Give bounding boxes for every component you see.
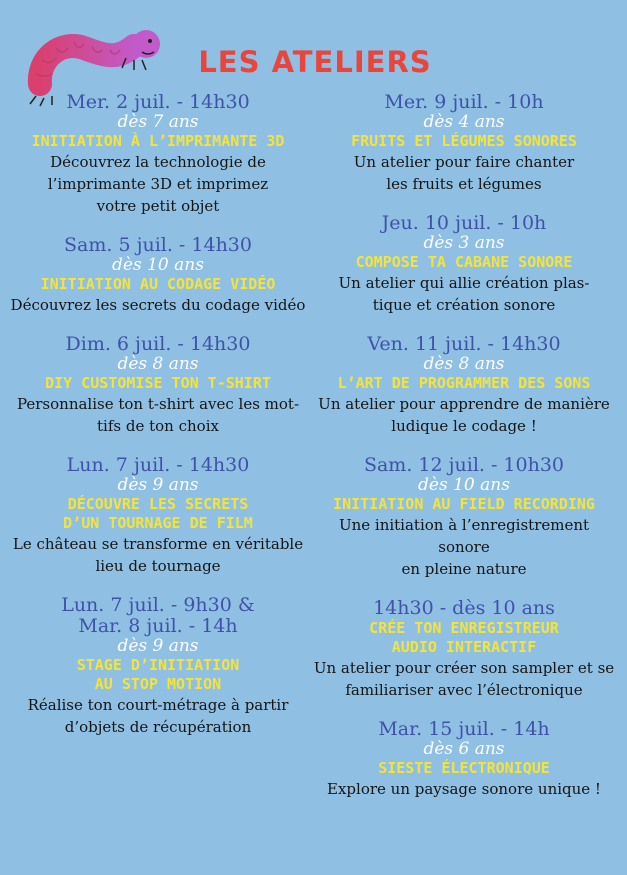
workshop-date: Mar. 15 juil. - 14h xyxy=(378,718,550,740)
workshop-item xyxy=(312,334,616,437)
workshop-description: Un atelier pour créer son sampler et se familiariser avec l’électronique xyxy=(313,659,615,699)
workshop-name: INITIATION AU FIELD RECORDING xyxy=(333,495,595,513)
left-column xyxy=(8,92,308,756)
workshop-description: Réalise ton court-métrage à partir d’objets de récupération xyxy=(27,696,289,736)
workshop-item xyxy=(312,719,616,800)
workshop-item xyxy=(312,213,616,316)
workshop-age: dès 9 ans xyxy=(117,475,199,495)
workshop-name: INITIATION À L’IMPRIMANTE 3D xyxy=(31,132,285,150)
workshop-name: SIESTE ÉLECTRONIQUE xyxy=(378,759,550,777)
workshop-date: Lun. 7 juil. - 14h30 xyxy=(66,454,250,476)
workshop-age: dès 8 ans xyxy=(423,354,505,374)
workshop-date: Sam. 5 juil. - 14h30 xyxy=(64,234,252,256)
workshop-age: dès 9 ans xyxy=(117,636,199,656)
workshop-item xyxy=(8,455,308,577)
workshop-date: Lun. 7 juil. - 9h30 & Mar. 8 juil. - 14h xyxy=(61,594,255,637)
workshop-name: INITIATION AU CODAGE VIDÉO xyxy=(40,275,276,293)
workshop-name: STAGE D’INITIATION AU STOP MOTION xyxy=(76,656,240,693)
workshop-item xyxy=(312,92,616,195)
workshop-description: Un atelier pour apprendre de manière ludique le codage ! xyxy=(318,395,610,435)
workshop-name: L’ART DE PROGRAMMER DES SONS xyxy=(337,374,591,392)
workshop-name: COMPOSE TA CABANE SONORE xyxy=(355,253,573,271)
workshop-date: Dim. 6 juil. - 14h30 xyxy=(65,333,251,355)
workshop-age: dès 4 ans xyxy=(423,112,505,132)
workshop-date: Sam. 12 juil. - 10h30 xyxy=(363,454,565,476)
workshop-age: dès 3 ans xyxy=(423,233,505,253)
workshop-item xyxy=(8,92,308,217)
workshop-date: 14h30 - dès 10 ans xyxy=(373,597,555,619)
workshop-description: Personnalise ton t-shirt avec les mot- tifs de ton choix xyxy=(16,395,300,435)
workshop-item xyxy=(8,334,308,437)
workshop-item xyxy=(312,455,616,580)
workshop-date: Mer. 9 juil. - 10h xyxy=(384,91,544,113)
workshop-age: dès 8 ans xyxy=(117,354,199,374)
page-title: LES ATELIERS xyxy=(198,45,432,79)
workshop-name: CRÉE TON ENREGISTREUR AUDIO INTERACTIF xyxy=(369,619,559,656)
workshop-description: Découvrez la technologie de l’imprimante 3D et imprimez votre petit objet xyxy=(47,153,269,215)
workshop-item xyxy=(312,598,616,701)
workshop-description: Un atelier qui allie création plas- tique et création sonore xyxy=(338,274,590,314)
workshop-description: Découvrez les secrets du codage vidéo xyxy=(10,296,306,314)
workshop-date: Ven. 11 juil. - 14h30 xyxy=(367,333,561,355)
right-column xyxy=(312,92,616,818)
workshop-description: Le château se transforme en véritable lieu de tournage xyxy=(12,535,304,575)
workshop-age: dès 6 ans xyxy=(423,739,505,759)
workshop-age: dès 10 ans xyxy=(418,475,510,495)
workshop-date: Mer. 2 juil. - 14h30 xyxy=(66,91,250,113)
workshop-name: FRUITS ET LÉGUMES SONORES xyxy=(351,132,577,150)
workshop-item xyxy=(8,235,308,316)
workshop-age: dès 7 ans xyxy=(117,112,199,132)
workshop-name: DIY CUSTOMISE TON T-SHIRT xyxy=(45,374,271,392)
workshop-age: dès 10 ans xyxy=(112,255,204,275)
workshop-item xyxy=(8,595,308,738)
workshop-name: DÉCOUVRE LES SECRETS D’UN TOURNAGE DE FILM xyxy=(63,495,253,532)
workshop-description: Un atelier pour faire chanter les fruits et légumes xyxy=(353,153,575,193)
workshop-description: Une initiation à l’enregistrement sonore en pleine nature xyxy=(338,516,590,578)
workshop-description: Explore un paysage sonore unique ! xyxy=(327,780,601,798)
workshop-date: Jeu. 10 juil. - 10h xyxy=(381,212,547,234)
